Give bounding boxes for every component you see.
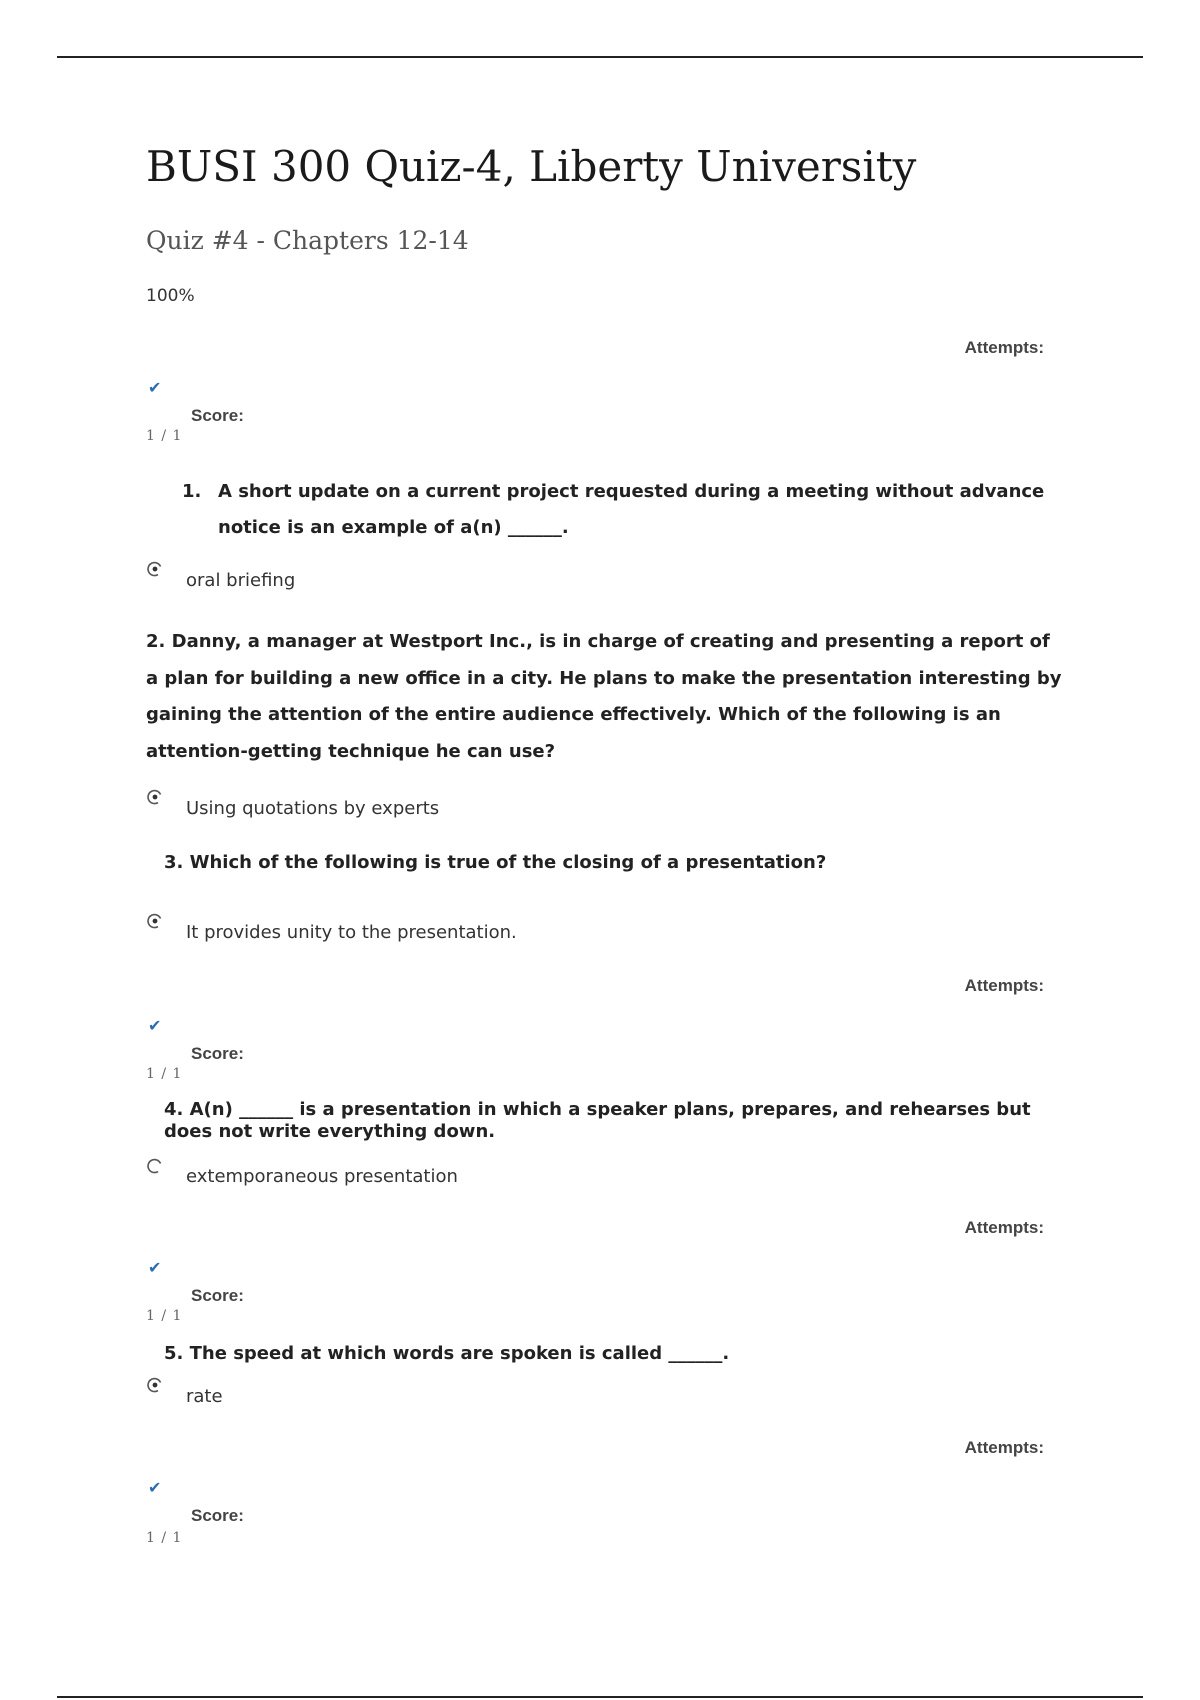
question-5: 5. The speed at which words are spoken is called ______. [164,1343,730,1364]
attempts-label: Attempts: [964,1218,1044,1237]
score-label: Score: [191,1044,244,1063]
question-1 [182,474,1062,546]
radio-selected-icon[interactable] [147,561,163,577]
check-icon: ✔ [148,1258,162,1277]
score-value: 1 / 1 [146,428,183,444]
score-label: Score: [191,1286,244,1305]
attempts-label: Attempts: [964,976,1044,995]
score-value: 1 / 1 [146,1530,183,1546]
bottom-rule [57,1696,1143,1698]
page-title: BUSI 300 Quiz-4, Liberty University [146,142,917,191]
score-value: 1 / 1 [146,1308,183,1324]
attempts-label: Attempts: [964,1438,1044,1457]
answer-5: rate [186,1386,223,1407]
top-rule [57,56,1143,58]
radio-unselected-icon[interactable] [147,1158,163,1174]
question-2: 2. Danny, a manager at Westport Inc., is in charge of creating and presenting a report of a plan for building a new office in a city. He plans to make the presentation interesting by gaining the attention of the entire audience effectively. Which of the following is an attention-getting technique he can use? [146,631,1062,762]
radio-selected-icon[interactable] [147,1377,163,1393]
radio-selected-icon[interactable] [147,789,163,805]
check-icon: ✔ [148,1016,162,1035]
check-icon: ✔ [148,378,162,397]
question-text: A short update on a current project requested during a meeting without advance notice is an example of a(n) ______. [218,481,1045,538]
check-icon: ✔ [148,1478,162,1497]
question-3: 3. Which of the following is true of the closing of a presentation? [164,852,827,873]
score-label: Score: [191,406,244,425]
answer-2: Using quotations by experts [186,798,440,819]
score-value: 1 / 1 [146,1066,183,1082]
answer-1: oral briefing [186,570,296,591]
attempts-label: Attempts: [964,338,1044,357]
answer-4: extemporaneous presentation [186,1166,458,1187]
radio-selected-icon[interactable] [147,913,163,929]
score-label: Score: [191,1506,244,1525]
question-number: 1. [182,481,202,502]
answer-3: It provides unity to the presentation. [186,922,517,943]
page-subtitle: Quiz #4 - Chapters 12-14 [146,226,469,255]
question-4: 4. A(n) ______ is a presentation in which a speaker plans, prepares, and rehearses but does not write everything down. [164,1099,1031,1142]
score-percent: 100% [146,286,195,306]
